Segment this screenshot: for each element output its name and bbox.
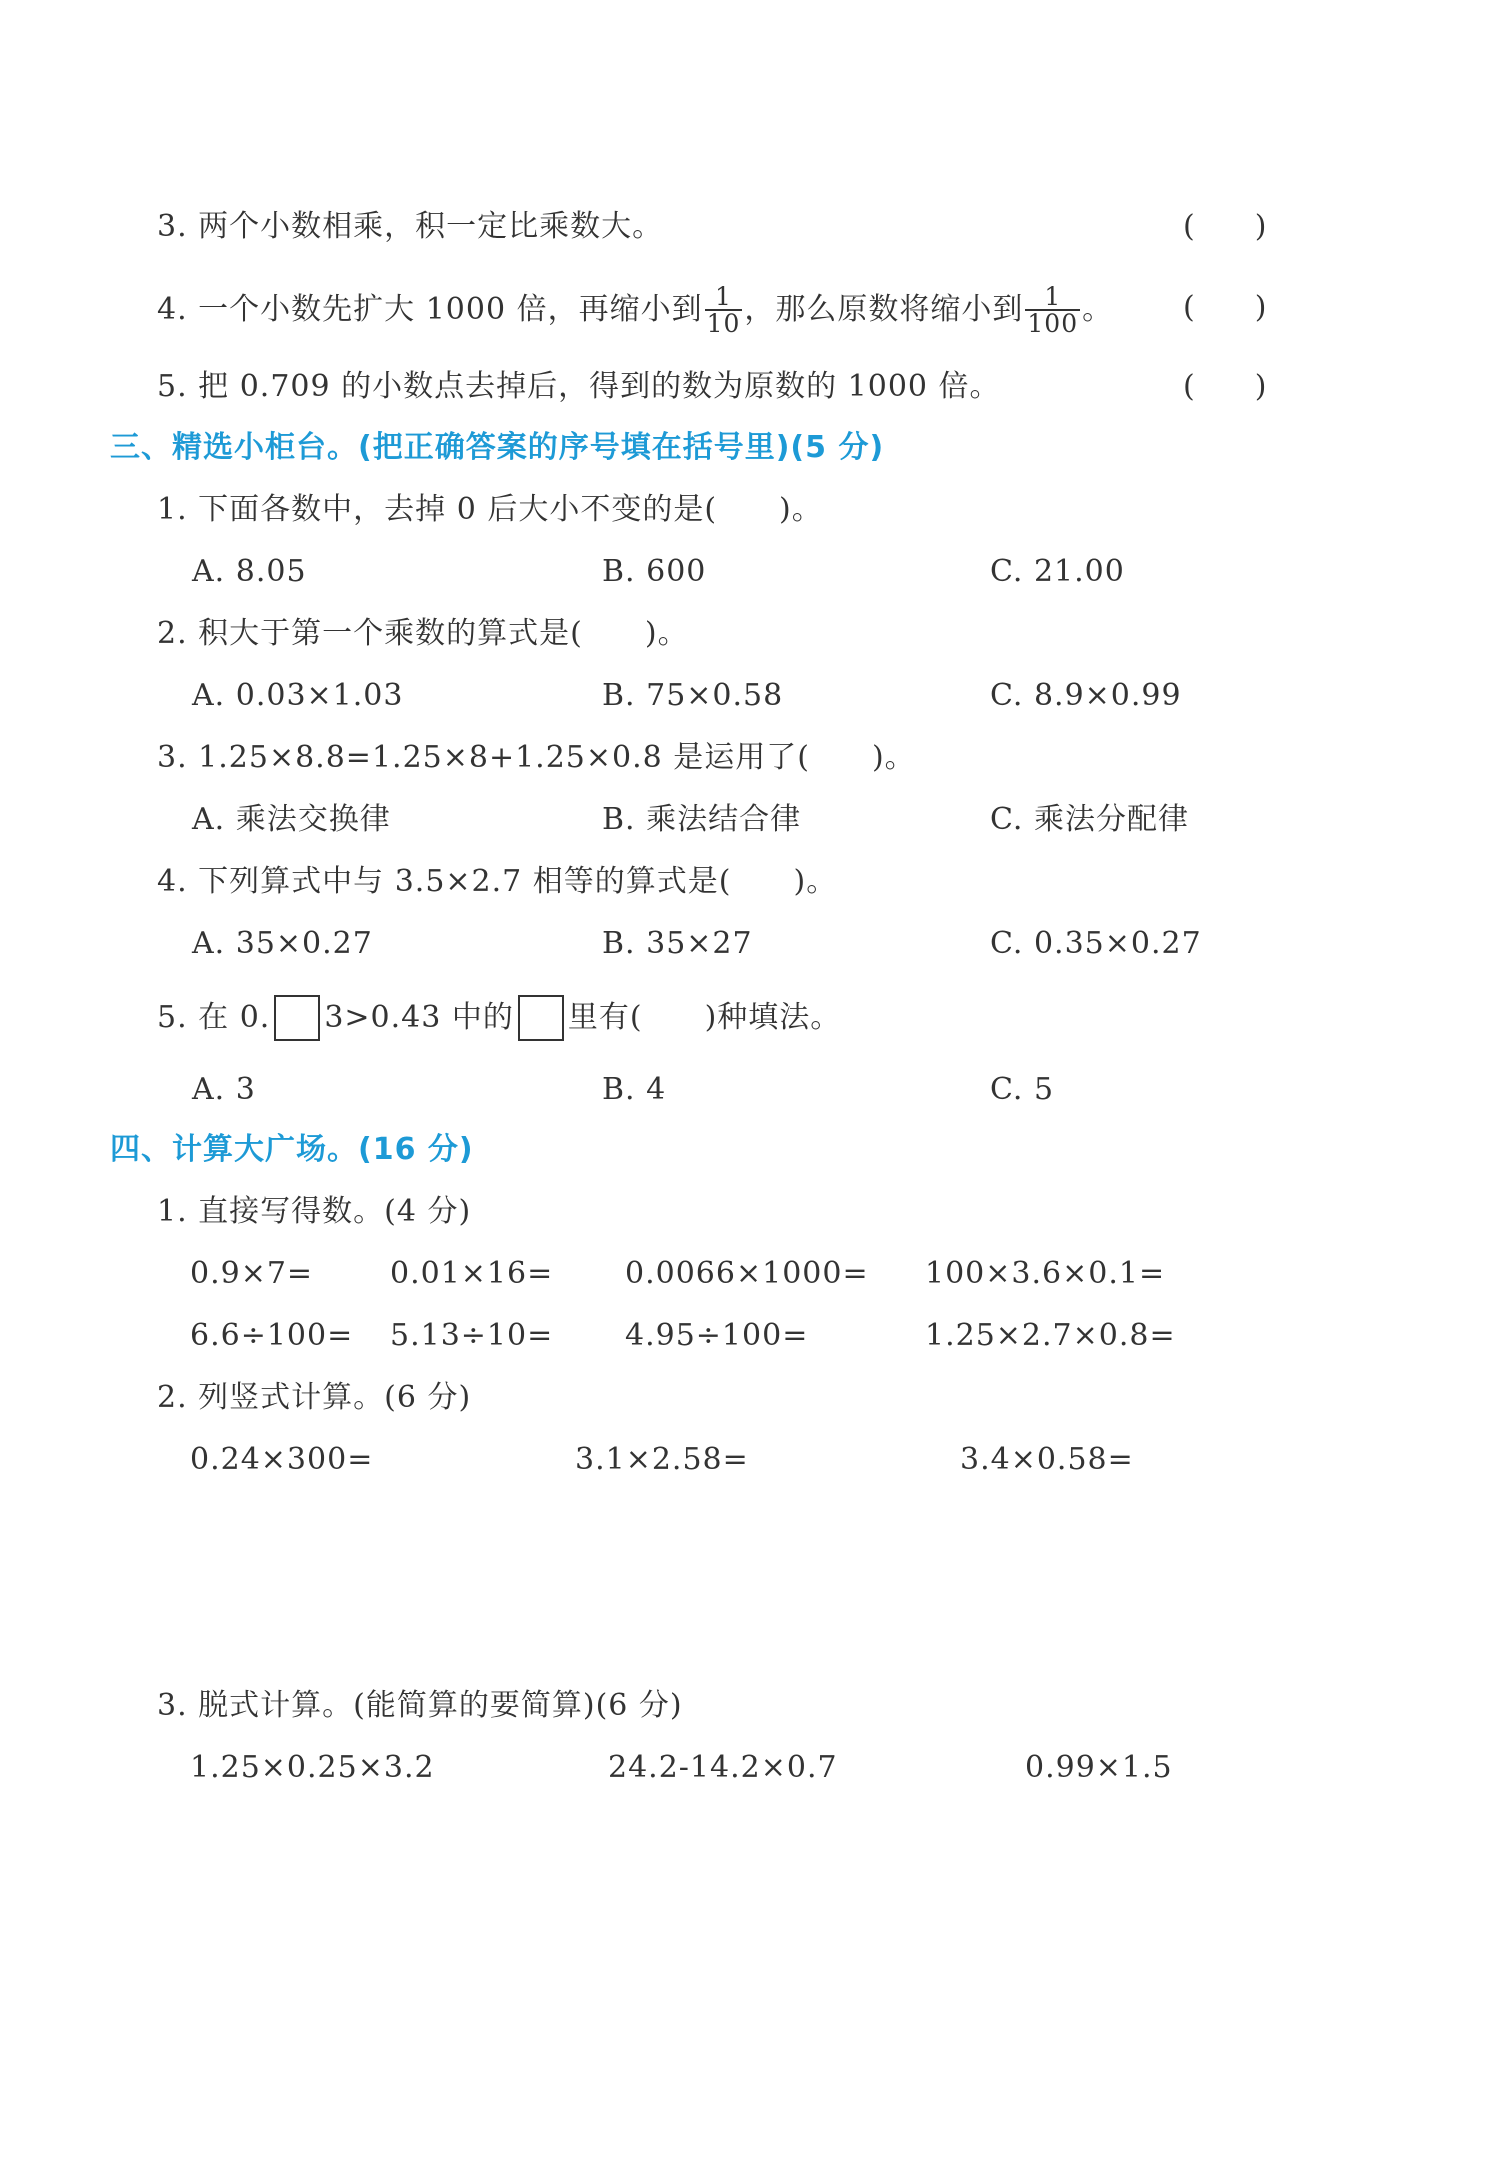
choice-q5-text-b: 3>0.43 中的 xyxy=(324,1000,514,1035)
judge-q3-answer-paren[interactable]: ( ) xyxy=(1183,209,1267,244)
choice-q3-option-c[interactable]: C. 乘法分配律 xyxy=(990,802,1189,837)
choice-q2: 2. 积大于第一个乘数的算式是( )。 xyxy=(157,616,689,651)
fraction-denominator: 100 xyxy=(1027,309,1079,338)
choice-q1-option-c[interactable]: C. 21.00 xyxy=(990,554,1125,589)
oral-calc-item: 1.25×2.7×0.8= xyxy=(925,1318,1176,1353)
oral-calc-item: 0.01×16= xyxy=(390,1256,554,1291)
oral-calc-item: 0.9×7= xyxy=(190,1256,314,1291)
judge-q3: 3. 两个小数相乘，积一定比乘数大。 xyxy=(157,209,664,244)
oral-calc-item: 4.95÷100= xyxy=(625,1318,809,1353)
oral-calc-item: 0.0066×1000= xyxy=(625,1256,869,1291)
choice-q5-text-c: 里有( )种填法。 xyxy=(567,1000,842,1035)
oral-calc-item: 6.6÷100= xyxy=(190,1318,354,1353)
vertical-calc-item: 0.24×300= xyxy=(190,1442,374,1477)
judge-q5: 5. 把 0.709 的小数点去掉后，得到的数为原数的 1000 倍。 xyxy=(157,369,1001,404)
choice-q2-option-b[interactable]: B. 75×0.58 xyxy=(602,678,784,713)
judge-q4-text-c: 。 xyxy=(1082,292,1114,327)
step-calc-item: 24.2-14.2×0.7 xyxy=(608,1750,838,1785)
choice-q4: 4. 下列算式中与 3.5×2.7 相等的算式是( )。 xyxy=(157,864,838,899)
choice-q3-option-b[interactable]: B. 乘法结合律 xyxy=(602,802,802,837)
oral-calc-item: 100×3.6×0.1= xyxy=(925,1256,1166,1291)
judge-q4-text-a: 4. 一个小数先扩大 1000 倍，再缩小到 xyxy=(157,292,703,327)
fraction-denominator: 10 xyxy=(706,309,741,338)
fraction-one-tenth xyxy=(705,284,743,336)
calc-part-2-title: 2. 列竖式计算。(6 分) xyxy=(157,1380,472,1415)
choice-q3-option-a[interactable]: A. 乘法交换律 xyxy=(192,802,391,837)
fraction-numerator: 1 xyxy=(715,282,732,311)
choice-q5-option-a[interactable]: A. 3 xyxy=(192,1072,256,1107)
choice-q5-option-b[interactable]: B. 4 xyxy=(602,1072,667,1107)
judge-q5-answer-paren[interactable]: ( ) xyxy=(1183,369,1267,404)
choice-q4-option-c[interactable]: C. 0.35×0.27 xyxy=(990,926,1202,961)
fraction-numerator: 1 xyxy=(1044,282,1062,311)
calc-part-3-title: 3. 脱式计算。(能简算的要简算)(6 分) xyxy=(157,1688,683,1723)
choice-q5 xyxy=(157,990,841,1046)
oral-calc-item: 5.13÷10= xyxy=(390,1318,554,1353)
choice-q5-option-c[interactable]: C. 5 xyxy=(990,1072,1055,1107)
calc-part-1-title: 1. 直接写得数。(4 分) xyxy=(157,1194,472,1229)
judge-q4-text-b: ，那么原数将缩小到 xyxy=(744,292,1024,327)
fraction-one-hundredth xyxy=(1025,284,1080,336)
choice-q1: 1. 下面各数中，去掉 0 后大小不变的是( )。 xyxy=(157,492,823,527)
choice-q3: 3. 1.25×8.8=1.25×8+1.25×0.8 是运用了( )。 xyxy=(157,740,916,775)
blank-box[interactable] xyxy=(518,995,564,1041)
choice-q5-text-a: 5. 在 0. xyxy=(157,1000,271,1035)
step-calc-item: 0.99×1.5 xyxy=(1025,1750,1173,1785)
choice-q1-option-b[interactable]: B. 600 xyxy=(602,554,707,589)
vertical-calc-item: 3.4×0.58= xyxy=(960,1442,1134,1477)
step-calc-item: 1.25×0.25×3.2 xyxy=(190,1750,435,1785)
section-3-heading: 三、精选小柜台。(把正确答案的序号填在括号里)(5 分) xyxy=(110,430,885,465)
choice-q2-option-a[interactable]: A. 0.03×1.03 xyxy=(192,678,404,713)
choice-q4-option-a[interactable]: A. 35×0.27 xyxy=(192,926,373,961)
choice-q2-option-c[interactable]: C. 8.9×0.99 xyxy=(990,678,1182,713)
judge-q4-answer-paren[interactable]: ( ) xyxy=(1183,290,1267,325)
choice-q4-option-b[interactable]: B. 35×27 xyxy=(602,926,753,961)
blank-box[interactable] xyxy=(274,995,320,1041)
section-4-heading: 四、计算大广场。(16 分) xyxy=(110,1132,474,1167)
vertical-calc-item: 3.1×2.58= xyxy=(575,1442,749,1477)
judge-q4 xyxy=(157,280,1113,340)
choice-q1-option-a[interactable]: A. 8.05 xyxy=(192,554,307,589)
